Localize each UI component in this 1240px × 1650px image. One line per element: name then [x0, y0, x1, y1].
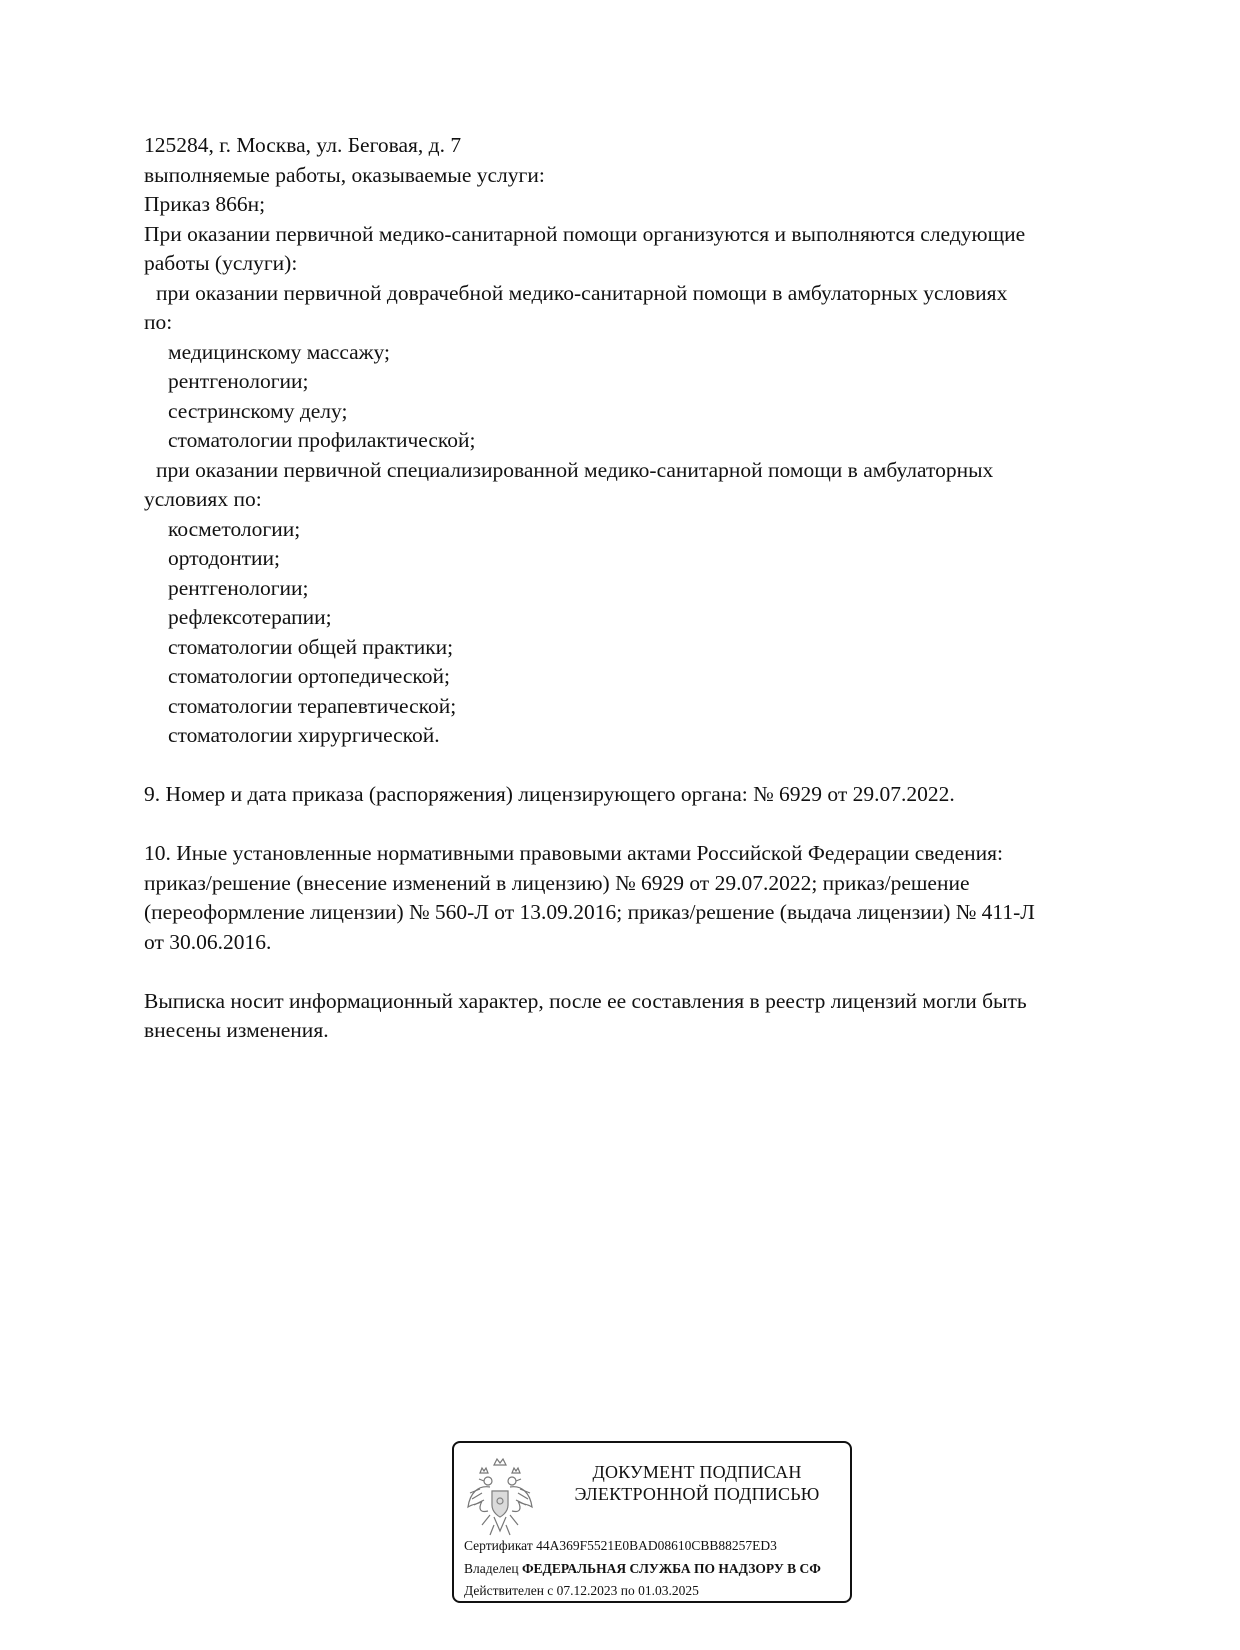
electronic-signature-stamp — [452, 1441, 852, 1603]
stamp-owner — [464, 1560, 821, 1578]
text-line: рентгенологии; — [168, 575, 309, 600]
text-line: внесены изменения. — [144, 1018, 329, 1042]
text-line: стоматологии общей практики; — [168, 634, 454, 659]
text-line: от 30.06.2016. — [144, 929, 272, 954]
stamp-certificate: Сертификат 44A369F5521E0BAD08610CBB88257ED3 — [464, 1538, 777, 1553]
text-line: при оказании первичной доврачебной медико-санитарной помощи в амбулаторных условиях — [156, 280, 1008, 305]
text-line: стоматологии ортопедической; — [168, 664, 451, 688]
text-line: стоматологии профилактической; — [168, 428, 476, 452]
text-line: стоматологии хирургической. — [168, 723, 440, 747]
text-line: косметологии; — [168, 516, 301, 541]
text-line: условиях по: — [144, 487, 262, 511]
text-line: 9. Номер и дата приказа (распоряжения) лицензирующего органа: № 6929 от 29.07.2022. — [144, 782, 955, 806]
text-line: ортодонтии; — [168, 546, 281, 570]
blank-line — [144, 957, 1154, 987]
stamp-title-line2: ЭЛЕКТРОННОЙ ПОДПИСЬЮ — [574, 1484, 820, 1504]
text-line: 125284, г. Москва, ул. Беговая, д. 7 — [144, 133, 462, 157]
text-line: выполняемые работы, оказываемые услуги: — [144, 162, 545, 187]
text-line: приказ/решение (внесение изменений в лицензию) № 6929 от 29.07.2022; приказ/решение — [144, 870, 970, 895]
text-line: стоматологии терапевтической; — [168, 693, 457, 718]
stamp-title-line1: ДОКУМЕНТ ПОДПИСАН — [592, 1462, 802, 1482]
text-line: Приказ 866н; — [144, 192, 266, 216]
document-body — [144, 131, 1154, 1046]
text-line: (переоформление лицензии) № 560-Л от 13.09.2016; приказ/решение (выдача лицензии) № 411-Л — [144, 900, 1035, 924]
stamp-owner-value: ФЕДЕРАЛЬНАЯ СЛУЖБА ПО НАДЗОРУ В СФ — [521, 1561, 821, 1576]
stamp-validity: Действителен с 07.12.2023 по 01.03.2025 — [464, 1583, 699, 1598]
text-line: 10. Иные установленные нормативными правовыми актами Российской Федерации сведения: — [144, 841, 1003, 865]
text-line: при оказании первичной специализированной медико-санитарной помощи в амбулаторных — [156, 457, 994, 482]
text-line: При оказании первичной медико-санитарной помощи организуются и выполняются следующие — [144, 221, 1026, 246]
text-line: рефлексотерапии; — [168, 605, 332, 629]
stamp-title — [552, 1461, 842, 1505]
text-line: по: — [144, 310, 173, 334]
blank-line — [144, 810, 1154, 840]
text-line: работы (услуги): — [144, 251, 298, 275]
text-line: рентгенологии; — [168, 369, 309, 393]
text-line: Выписка носит информационный характер, после ее составления в реестр лицензий могли быть — [144, 988, 1027, 1013]
blank-line — [144, 751, 1154, 781]
text-line: медицинскому массажу; — [168, 339, 390, 364]
stamp-owner-label: Владелец — [464, 1561, 519, 1576]
coat-of-arms-icon — [464, 1455, 536, 1545]
text-line: сестринскому делу; — [168, 398, 348, 423]
